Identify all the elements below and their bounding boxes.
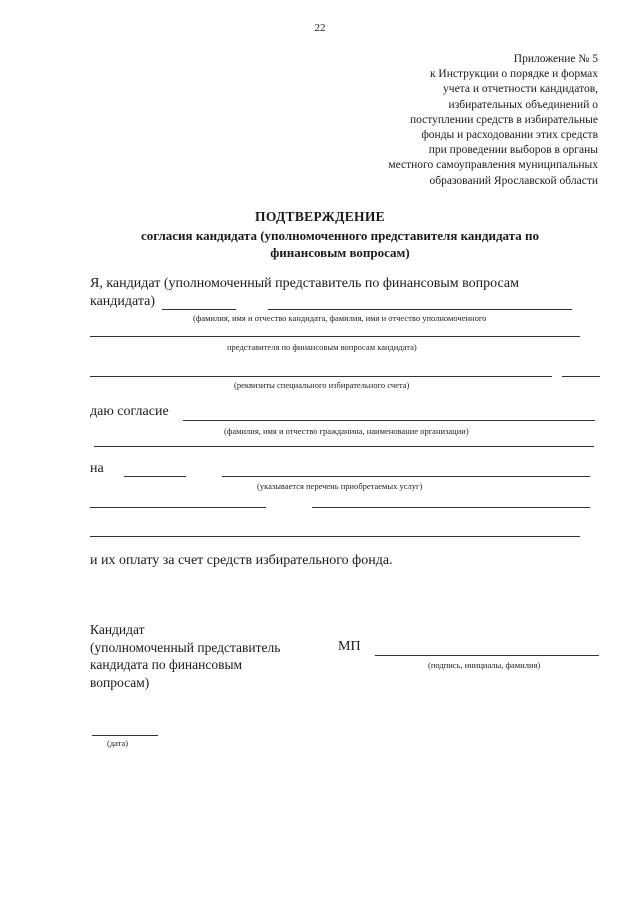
appendix-line: к Инструкции о порядке и формах [429,68,598,81]
appendix-line: избирательных объединений о [448,98,598,111]
subtitle-line: финансовым вопросам) [270,245,410,260]
appendix-line: при проведении выборов в органы [428,144,598,157]
subtitle-line: согласия кандидата (уполномоченного представителя кандидата по [140,228,539,243]
on-label: на [90,461,104,476]
date-line [92,735,158,736]
appendix-line: учета и отчетности кандидатов, [443,83,598,96]
signature-role-line: (уполномоченный представитель [90,639,281,655]
seal-mark: МП [338,639,361,654]
signature-role [90,621,280,691]
body-line-2: кандидата) [90,294,156,309]
caption-fio-2: представителя по финансовым вопросам кандидата) [227,342,417,352]
fill-line [222,476,590,477]
consent-label: даю согласие [90,404,169,419]
fill-line [562,376,600,377]
fill-line [162,309,236,310]
signature-role-line: кандидата по финансовым [90,657,243,672]
fill-line [268,309,572,310]
payment-text: и их оплату за счет средств избирательного фонда. [90,553,393,568]
appendix-header [338,52,598,189]
caption-services: (указывается перечень приобретаемых услуг) [257,481,423,491]
body-line-1: Я, кандидат (уполномоченный представитель по финансовым вопросам [90,276,519,291]
fill-line [90,536,580,537]
caption-date: (дата) [107,738,129,748]
document-title: ПОДТВЕРЖДЕНИЕ [255,209,385,224]
caption-signature: (подпись, инициалы, фамилия) [428,660,541,670]
fill-line [90,507,266,508]
appendix-line: фонды и расходовании этих средств [421,129,598,142]
appendix-line: образований Ярославской области [429,174,598,187]
fill-line [90,336,580,337]
appendix-line: Приложение № 5 [513,53,598,65]
fill-line [312,507,590,508]
caption-citizen: (фамилия, имя и отчество гражданина, наименование организации) [224,426,469,436]
signature-role-line: вопросам) [90,674,150,690]
page-number: 22 [314,22,326,34]
caption-fio-1: (фамилия, имя и отчество кандидата, фамилия, имя и отчество уполномоченного [193,313,487,323]
appendix-line: местного самоуправления муниципальных [388,159,598,172]
fill-line [183,420,595,421]
fill-line [90,376,552,377]
caption-account: (реквизиты специального избирательного счета) [234,380,410,390]
appendix-line: поступлении средств в избирательные [409,113,598,126]
fill-line [94,446,594,447]
signature-line [375,655,599,656]
fill-line [124,476,186,477]
document-subtitle [90,227,590,261]
signature-role-line: Кандидат [90,622,145,637]
